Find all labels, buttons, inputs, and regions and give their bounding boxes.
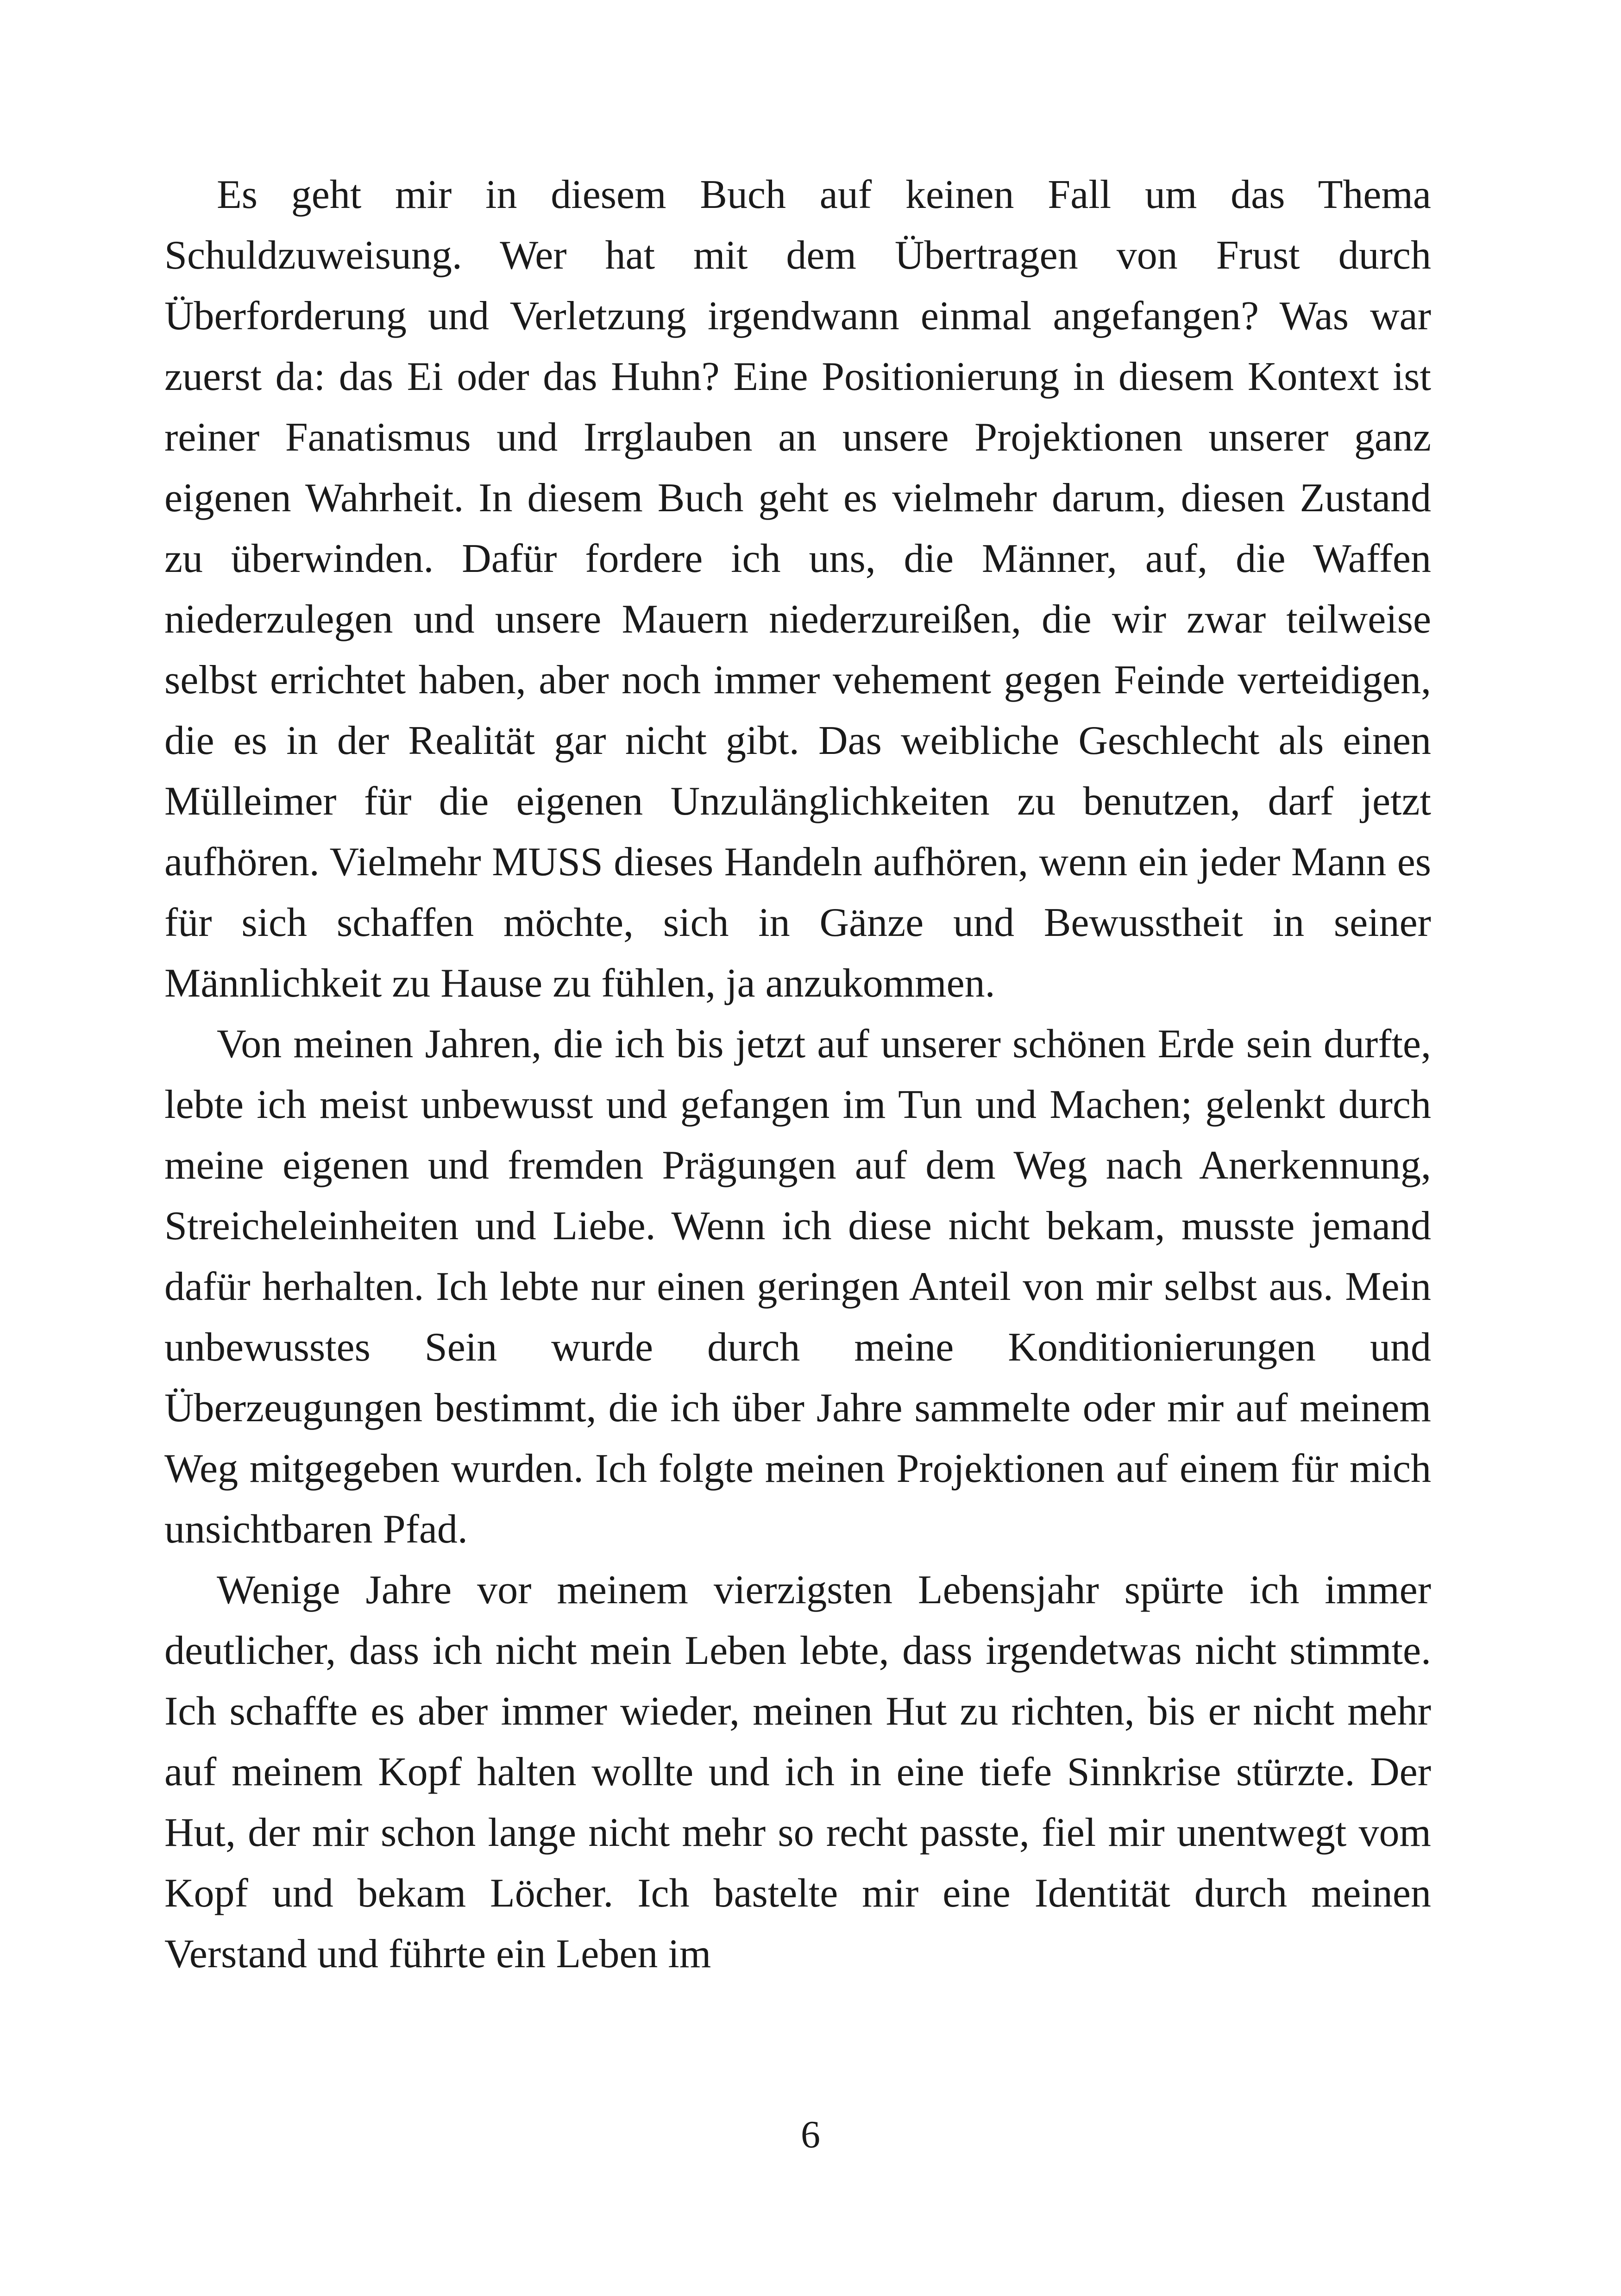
paragraph: Von meinen Jahren, die ich bis jetzt auf unserer schönen Erde sein durfte, lebte ich meist unbewusst und gefangen im Tun und Machen; gelenkt durch meine eigenen und fremden Prägungen auf dem Weg nach Anerkennung, Streicheleinheiten und Liebe. Wenn ich diese nicht bekam, musste jemand dafür herhalten. Ich lebte nur einen geringen Anteil von mir selbst aus. Mein unbewusstes Sein wurde durch meine Konditionierungen und Überzeugungen bestimmt, die ich über Jahre sammelte oder mir auf meinem Weg mitgegeben wurden. Ich folgte meinen Projektionen auf einem für mich unsichtbaren Pfad.	[164, 1022, 1431, 1552]
page-number: 6	[801, 2113, 820, 2156]
paragraph: Es geht mir in diesem Buch auf keinen Fall um das Thema Schuldzuweisung. Wer hat mit dem Übertragen von Frust durch Überforderung und Verletzung irgendwann einmal angefangen? Was war zuerst da: das Ei oder das Huhn? Eine Positionierung in diesem Kontext ist reiner Fanatismus und Irrglauben an unsere Projektionen unserer ganz eigenen Wahrheit. In diesem Buch geht es vielmehr darum, diesen Zustand zu überwinden. Dafür fordere ich uns, die Männer, auf, die Waffen niederzulegen und unsere Mauern niederzureißen, die wir zwar teilweise selbst errichtet haben, aber noch immer vehement gegen Feinde verteidigen, die es in der Realität gar nicht gibt. Das weibliche Geschlecht als einen Mülleimer für die eigenen Unzulänglichkeiten zu benutzen, darf jetzt aufhören. Vielmehr MUSS dieses Handeln aufhören, wenn ein jeder Mann es für sich schaffen möchte, sich in Gänze und Bewusstheit in seiner Männlichkeit zu Hause zu fühlen, ja anzukommen.	[164, 172, 1431, 1006]
paragraph: Wenige Jahre vor meinem vierzigsten Lebensjahr spürte ich immer deutlicher, dass ich nicht mein Leben lebte, dass irgendetwas nicht stimmte. Ich schaffte es aber immer wieder, meinen Hut zu richten, bis er nicht mehr auf meinem Kopf halten wollte und ich in eine tiefe Sinnkrise stürzte. Der Hut, der mir schon lange nicht mehr so recht passte, fiel mir unentwegt vom Kopf und bekam Löcher. Ich bastelte mir eine Identität durch meinen Verstand und führte ein Leben im	[164, 1568, 1431, 1976]
body-text	[164, 164, 1431, 1984]
